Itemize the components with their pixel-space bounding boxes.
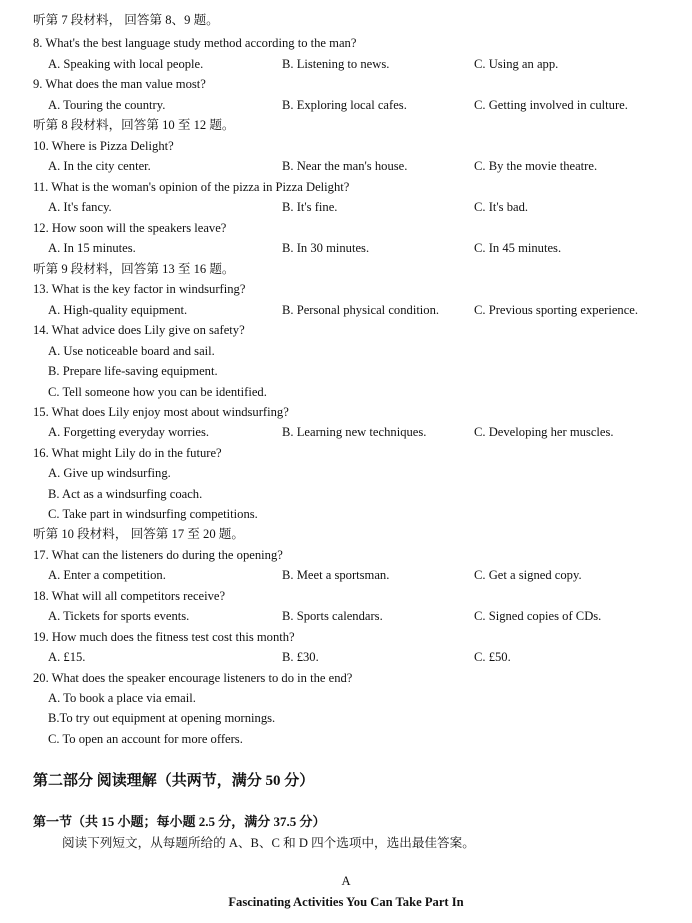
section-7-header: 听第 7 段材料， 回答第 8、9 题。 [33, 13, 219, 27]
question-14-option-c: C. Tell someone how you can be identified. [48, 385, 267, 399]
option-c: C. Get a signed copy. [474, 568, 582, 582]
section-10-header: 听第 10 段材料， 回答第 17 至 20 题。 [33, 527, 244, 541]
question-18-options [48, 608, 678, 624]
option-a: A. Forgetting everyday worries. [48, 425, 210, 439]
option-b: B. Learning new techniques. [282, 425, 427, 439]
passage-title: Fascinating Activities You Can Take Part In [228, 895, 464, 909]
question-19: 19. How much does the fitness test cost this month? [33, 630, 295, 644]
question-15: 15. What does Lily enjoy most about windsurfing? [33, 405, 289, 419]
question-16-option-b: B. Act as a windsurfing coach. [48, 487, 203, 501]
option-c: C. £50. [474, 650, 511, 664]
question-13: 13. What is the key factor in windsurfing? [33, 282, 246, 296]
option-c: C. Previous sporting experience. [474, 303, 639, 317]
question-16-option-a: A. Give up windsurfing. [48, 466, 171, 480]
question-13-options [48, 302, 678, 318]
option-b: B. Near the man's house. [282, 159, 408, 173]
option-c: C. Signed copies of CDs. [474, 609, 602, 623]
option-c: C. By the movie theatre. [474, 159, 598, 173]
option-b: B. It's fine. [282, 200, 338, 214]
option-b: B. Meet a sportsman. [282, 568, 390, 582]
question-9: 9. What does the man value most? [33, 77, 206, 91]
section-8-header: 听第 8 段材料，回答第 10 至 12 题。 [33, 118, 235, 132]
question-16-option-c: C. Take part in windsurfing competitions. [48, 507, 258, 521]
question-8-options [48, 56, 678, 72]
option-c: C. Developing her muscles. [474, 425, 614, 439]
reading-instruction: 阅读下列短文，从每题所给的 A、B、C 和 D 四个选项中，选出最佳答案。 [62, 836, 475, 850]
question-20-option-c: C. To open an account for more offers. [48, 732, 243, 746]
question-20: 20. What does the speaker encourage listeners to do in the end? [33, 671, 353, 685]
option-c: C. Getting involved in culture. [474, 98, 628, 112]
option-b: B. Exploring local cafes. [282, 98, 407, 112]
question-12-options [48, 240, 678, 256]
question-11: 11. What is the woman's opinion of the pizza in Pizza Delight? [33, 180, 350, 194]
question-10-options [48, 158, 678, 174]
option-a: A. In 15 minutes. [48, 241, 136, 255]
question-14-option-b: B. Prepare life-saving equipment. [48, 364, 218, 378]
part-two-title: 第二部分 阅读理解（共两节，满分 50 分） [33, 773, 315, 789]
question-8: 8. What's the best language study method according to the man? [33, 36, 357, 50]
section-one-title: 第一节（共 15 小题；每小题 2.5 分，满分 37.5 分） [33, 814, 326, 829]
option-a: A. Tickets for sports events. [48, 609, 190, 623]
question-16: 16. What might Lily do in the future? [33, 446, 222, 460]
passage-label: A [341, 874, 351, 888]
option-b: B. £30. [282, 650, 319, 664]
question-17: 17. What can the listeners do during the opening? [33, 548, 283, 562]
question-10: 10. Where is Pizza Delight? [33, 139, 174, 153]
option-a: A. In the city center. [48, 159, 151, 173]
question-19-options [48, 649, 678, 665]
option-a: A. High-quality equipment. [48, 303, 188, 317]
question-17-options [48, 567, 678, 583]
option-c: C. It's bad. [474, 200, 529, 214]
question-15-options [48, 424, 678, 440]
question-14-option-a: A. Use noticeable board and sail. [48, 344, 215, 358]
option-c: C. Using an app. [474, 57, 559, 71]
option-b: B. In 30 minutes. [282, 241, 370, 255]
option-a: A. Enter a competition. [48, 568, 166, 582]
question-14: 14. What advice does Lily give on safety? [33, 323, 245, 337]
question-20-option-b: B.To try out equipment at opening mornings. [48, 711, 276, 725]
section-9-header: 听第 9 段材料，回答第 13 至 16 题。 [33, 262, 235, 276]
option-c: C. In 45 minutes. [474, 241, 562, 255]
question-20-option-a: A. To book a place via email. [48, 691, 196, 705]
option-a: A. It's fancy. [48, 200, 112, 214]
option-a: A. Speaking with local people. [48, 57, 204, 71]
option-b: B. Sports calendars. [282, 609, 383, 623]
option-a: A. Touring the country. [48, 98, 166, 112]
question-12: 12. How soon will the speakers leave? [33, 221, 227, 235]
option-b: B. Listening to news. [282, 57, 390, 71]
question-11-options [48, 199, 678, 215]
question-9-options [48, 97, 678, 113]
option-b: B. Personal physical condition. [282, 303, 440, 317]
question-18: 18. What will all competitors receive? [33, 589, 226, 603]
option-a: A. £15. [48, 650, 86, 664]
